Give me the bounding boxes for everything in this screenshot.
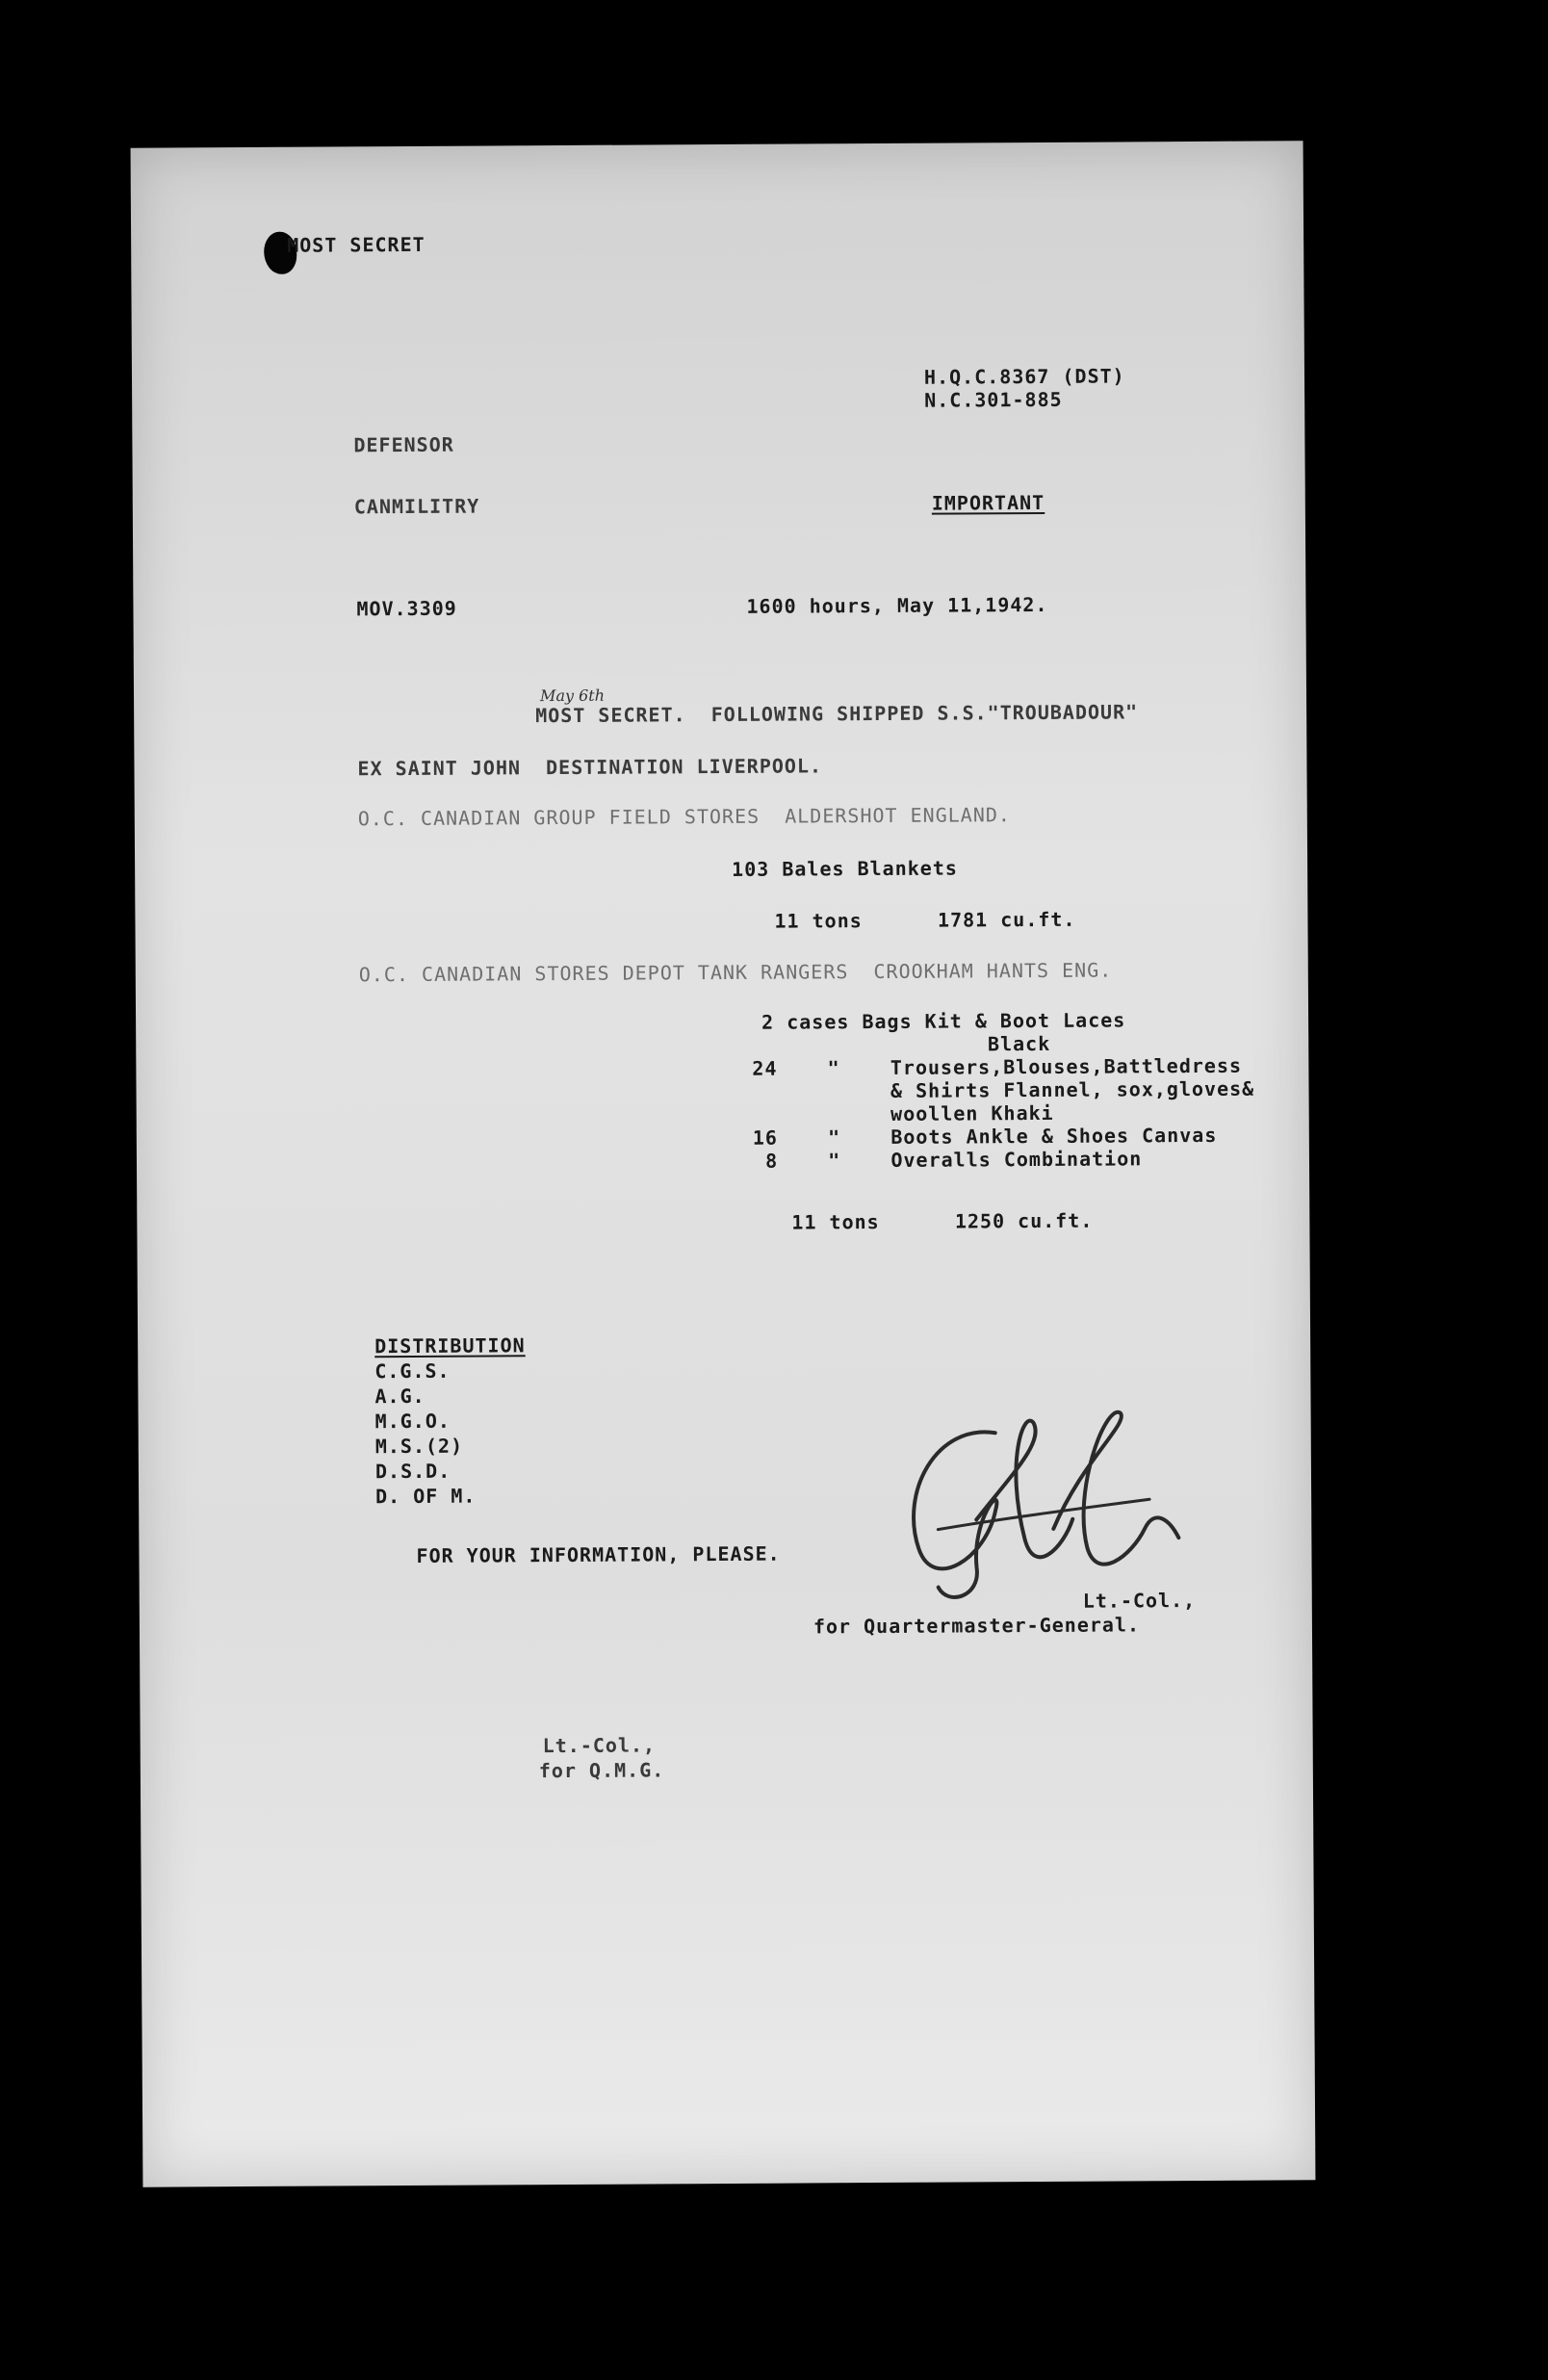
handwritten-signature bbox=[880, 1403, 1199, 1617]
distribution-item: A.G. bbox=[374, 1384, 426, 1409]
signer-for: for Quartermaster-General. bbox=[813, 1613, 1141, 1639]
consignment-2-item: 24 " Trousers,Blouses,Battledress bbox=[752, 1053, 1243, 1080]
consignment-1-item: 103 Bales Blankets bbox=[732, 856, 958, 881]
reference-number-1: H.Q.C.8367 (DST) bbox=[923, 364, 1125, 389]
second-signer-rank: Lt.-Col., bbox=[542, 1733, 657, 1758]
message-line-2: EX SAINT JOHN DESTINATION LIVERPOOL. bbox=[357, 754, 823, 781]
addressee: DEFENSOR bbox=[353, 432, 454, 457]
message-number: MOV.3309 bbox=[356, 596, 457, 621]
message-datetime: 1600 hours, May 11,1942. bbox=[746, 592, 1048, 618]
consignment-2-item: Black bbox=[761, 1031, 1051, 1057]
handwritten-insert: May 6th bbox=[539, 686, 606, 706]
reference-number-2: N.C.301-885 bbox=[924, 387, 1063, 412]
second-signer-for: for Q.M.G. bbox=[538, 1758, 665, 1783]
originator: CANMILITRY bbox=[353, 494, 480, 519]
distribution-item: M.G.O. bbox=[374, 1409, 451, 1434]
consignment-2-totals: 11 tons 1250 cu.ft. bbox=[791, 1208, 1094, 1234]
distribution-item: D.S.D. bbox=[374, 1459, 452, 1484]
message-line-1: MOST SECRET. FOLLOWING SHIPPED S.S."TROUBADOUR" bbox=[535, 700, 1139, 728]
priority-label: IMPORTANT bbox=[931, 490, 1045, 515]
consignment-2-item: & Shirts Flannel, sox,gloves& bbox=[752, 1076, 1255, 1103]
consignment-2-item: 16 " Boots Ankle & Shoes Canvas bbox=[752, 1123, 1218, 1150]
consignment-2-item: 8 " Overalls Combination bbox=[752, 1147, 1143, 1173]
closing-note: FOR YOUR INFORMATION, PLEASE. bbox=[416, 1541, 781, 1567]
distribution-item: M.S.(2) bbox=[374, 1434, 464, 1459]
consignment-1-totals: 11 tons 1781 cu.ft. bbox=[774, 907, 1076, 933]
distribution-item: C.G.S. bbox=[374, 1358, 451, 1384]
distribution-item: D. OF M. bbox=[375, 1484, 477, 1509]
consignee-1: O.C. CANADIAN GROUP FIELD STORES ALDERSHOT ENGLAND. bbox=[357, 803, 1012, 831]
document-page bbox=[131, 141, 1316, 2186]
consignee-2: O.C. CANADIAN STORES DEPOT TANK RANGERS CROOKHAM HANTS ENG. bbox=[358, 958, 1113, 987]
consignment-2-item: 2 cases Bags Kit & Boot Laces bbox=[761, 1008, 1126, 1034]
classification-header: MOST SECRET bbox=[287, 232, 426, 257]
consignment-2-item: woollen Khaki bbox=[752, 1100, 1054, 1126]
signer-rank: Lt.-Col., bbox=[1082, 1589, 1197, 1613]
distribution-heading: DISTRIBUTION bbox=[374, 1333, 526, 1358]
